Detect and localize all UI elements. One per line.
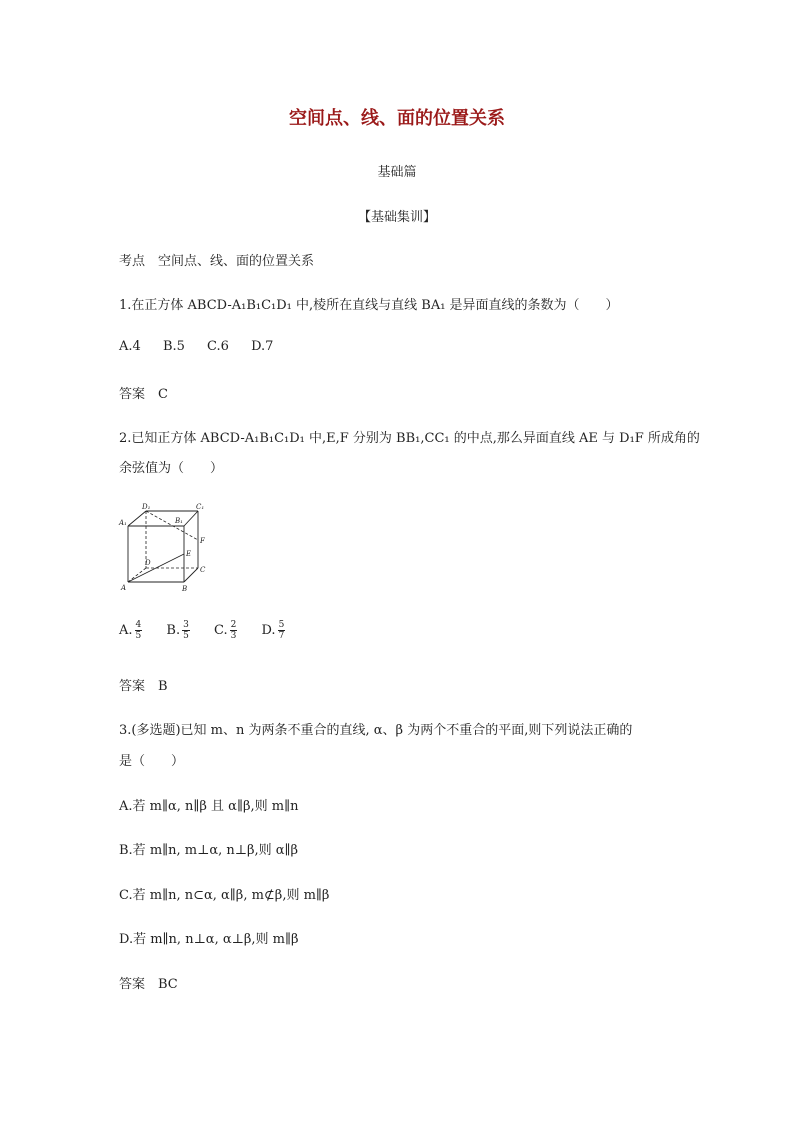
q2-option-d xyxy=(261,620,287,641)
q2-option-a-prefix: A. xyxy=(119,623,133,638)
question-3-text-line2: 是（ ） xyxy=(119,754,185,769)
q2-option-d-fraction xyxy=(278,620,286,641)
label-b1: B₁ xyxy=(175,517,183,525)
q1-option-d: D.7 xyxy=(251,339,274,354)
cube-figure xyxy=(118,500,213,595)
label-a: A xyxy=(121,584,127,592)
label-c: C xyxy=(200,566,206,574)
subtitle: 基础篇 xyxy=(377,165,417,180)
question-3-text-line1: 3.(多选题)已知 m、n 为两条不重合的直线, α、β 为两个不重合的平面,则下列说法正确的 xyxy=(119,723,633,738)
question-2-answer: 答案 B xyxy=(119,679,168,694)
question-3-option-c: C.若 m∥n, n⊂α, α∥β, m⊄β,则 m∥β xyxy=(119,888,330,903)
question-2-text-line1: 2.已知正方体 ABCD-A₁B₁C₁D₁ 中,E,F 分别为 BB₁,CC₁ 的中点,那么异面直线 AE 与 D₁F 所成角的 xyxy=(119,431,700,446)
q2-option-d-prefix: D. xyxy=(261,623,276,638)
fraction-denominator: 5 xyxy=(135,631,142,641)
label-f: F xyxy=(200,537,205,545)
q1-option-a: A.4 xyxy=(119,339,141,354)
q2-option-c xyxy=(214,620,239,641)
question-1-options xyxy=(119,339,291,354)
label-c1: C₁ xyxy=(196,503,205,511)
q1-option-c: C.6 xyxy=(207,339,229,354)
topic-line: 考点 空间点、线、面的位置关系 xyxy=(119,254,315,269)
fraction-denominator: 3 xyxy=(230,631,237,641)
question-3-option-d: D.若 m∥n, n⊥α, α⊥β,则 m∥β xyxy=(119,932,299,947)
fraction-denominator: 7 xyxy=(278,631,285,641)
q1-option-b: B.5 xyxy=(162,339,185,354)
question-2-text-line2: 余弦值为（ ） xyxy=(119,461,224,476)
label-b: B xyxy=(182,585,188,593)
label-a1: A₁ xyxy=(119,519,127,527)
fraction-numerator: 5 xyxy=(278,620,285,630)
label-d1: D₁ xyxy=(142,503,151,511)
question-1-answer: 答案 C xyxy=(119,387,168,402)
fraction-numerator: 2 xyxy=(230,620,237,630)
fraction-numerator: 4 xyxy=(135,620,142,630)
q2-option-c-fraction xyxy=(230,620,238,641)
section-heading: 【基础集训】 xyxy=(357,210,436,225)
q2-option-b-fraction xyxy=(182,620,190,641)
label-e: E xyxy=(186,550,192,558)
label-d: D xyxy=(145,559,151,567)
q2-option-b xyxy=(166,620,191,641)
question-3-option-a: A.若 m∥α, n∥β 且 α∥β,则 m∥n xyxy=(119,799,299,814)
q2-option-a xyxy=(119,620,144,641)
q2-option-c-prefix: C. xyxy=(213,623,228,638)
question-1-text: 1.在正方体 ABCD-A₁B₁C₁D₁ 中,棱所在直线与直线 BA₁ 是异面直线的条数为（ ） xyxy=(119,298,619,313)
q2-option-a-fraction xyxy=(135,620,143,641)
question-3-option-b: B.若 m∥n, m⊥α, n⊥β,则 α∥β xyxy=(119,843,299,858)
fraction-numerator: 3 xyxy=(183,620,189,630)
fraction-denominator: 5 xyxy=(183,631,189,641)
question-3-answer: 答案 BC xyxy=(119,977,178,992)
q2-option-b-prefix: B. xyxy=(166,623,181,638)
question-2-options xyxy=(119,620,305,641)
page-title: 空间点、线、面的位置关系 xyxy=(289,108,505,129)
